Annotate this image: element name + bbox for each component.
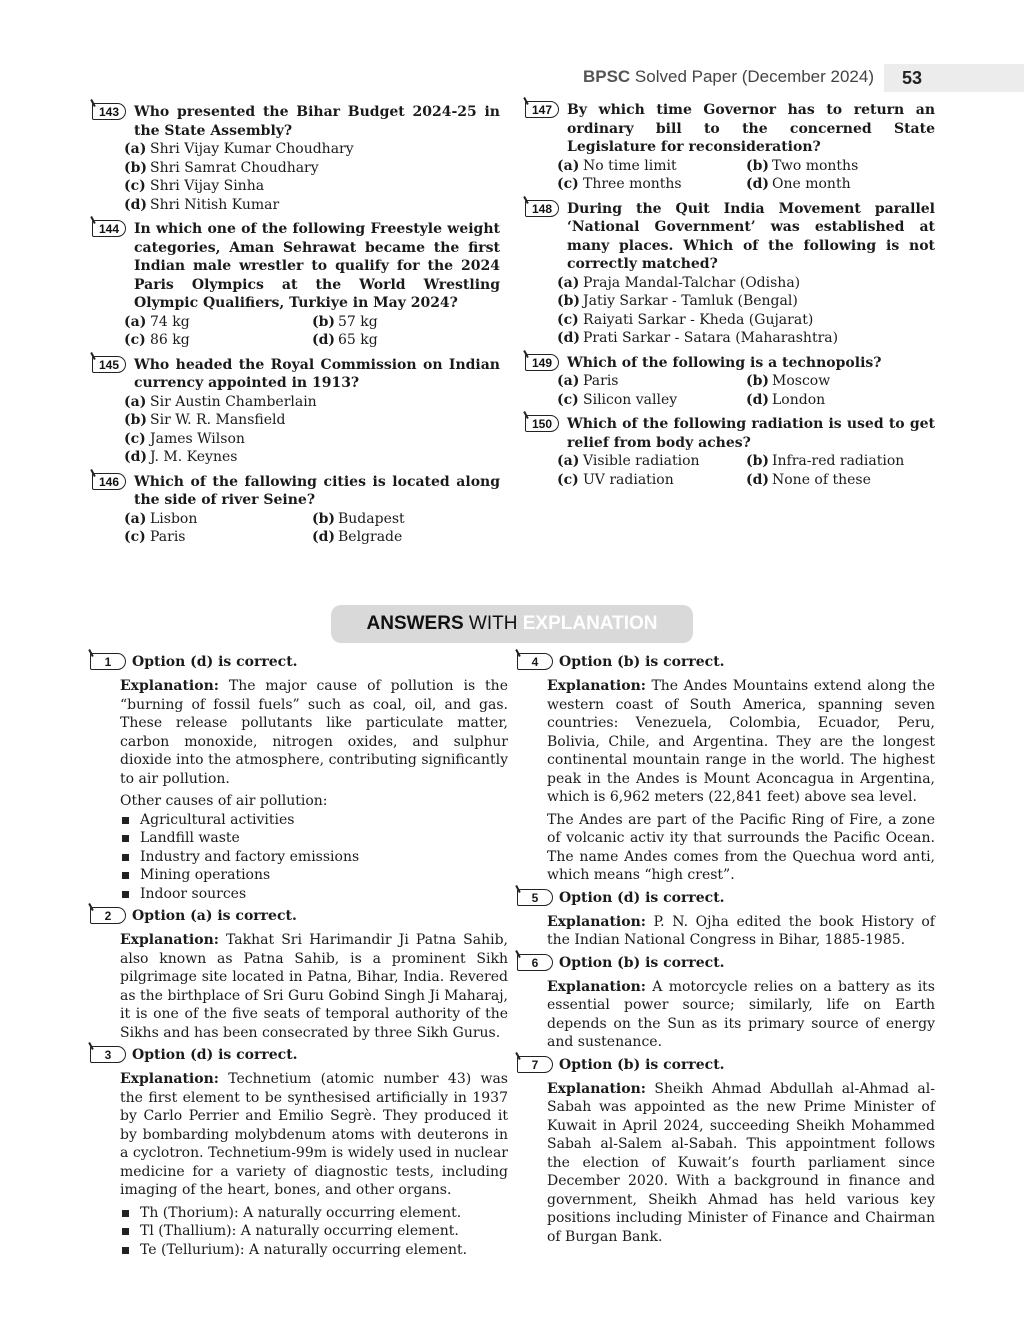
option-item: [557, 311, 935, 330]
option-text: James Wilson: [150, 430, 245, 447]
question-options: [557, 274, 935, 348]
option-item: [124, 313, 312, 332]
option-letter: (c): [124, 430, 146, 447]
option-item: [746, 452, 935, 471]
option-text: Shri Vijay Sinha: [150, 178, 265, 194]
answer-heading: Option (a) is correct.: [132, 908, 297, 924]
question-text: By which time Governor has to return an ordinary bill to the concerned State Legislature for reconsideration?: [567, 102, 935, 155]
explanation-text: The Andes are part of the Pacific Ring of Fire, a zone of volcanic activ ity that surrounds the Pacific Ocean. The name Andes comes from the Quechua word anti, which means “high crest”.: [547, 811, 935, 883]
option-text: 86 kg: [150, 332, 190, 348]
option-text: Three months: [583, 176, 682, 192]
question-options: [557, 157, 935, 194]
option-letter: (b): [746, 373, 770, 389]
explanation-text: P. N. Ojha edited the book History of the Indian National Congress in Bihar, 1885-1985.: [547, 913, 935, 948]
option-letter: (d): [124, 196, 148, 213]
bullet-item: Th (Thorium): A naturally occurring element.: [120, 1204, 508, 1223]
option-row: [557, 157, 935, 176]
question-options: [124, 313, 500, 350]
explanation-label: Explanation:: [547, 1080, 646, 1097]
answer-explanation: [517, 978, 935, 1052]
question-text: Who presented the Bihar Budget 2024-25 in the State Assembly?: [134, 104, 500, 139]
option-text: Prati Sarkar - Satara (Maharashtra): [583, 330, 839, 346]
answer-item: [90, 907, 508, 1042]
option-letter: (a): [557, 453, 580, 469]
explanation-paragraph: [547, 677, 935, 807]
option-text: Paris: [150, 529, 186, 545]
bullet-item: Agricultural activities: [120, 811, 508, 830]
option-text: Jatiy Sarkar - Tamluk (Bengal): [583, 293, 798, 309]
option-item: [124, 448, 500, 467]
option-letter: (d): [124, 449, 148, 465]
option-letter: (d): [312, 332, 336, 348]
explanation-bullets: [120, 811, 508, 904]
option-item: [312, 331, 500, 350]
option-item: [746, 471, 935, 490]
option-row: [557, 175, 935, 194]
banner-with: WITH: [463, 613, 523, 634]
option-text: Two months: [772, 157, 859, 174]
answer-heading: Option (b) is correct.: [559, 1056, 725, 1073]
option-letter: (b): [557, 293, 581, 309]
option-text: Lisbon: [150, 510, 198, 527]
explanation-paragraph: [547, 978, 935, 1052]
option-item: [557, 471, 746, 490]
option-item: [557, 372, 746, 391]
option-text: Paris: [583, 373, 619, 389]
explanation-label: Explanation:: [120, 1071, 219, 1087]
option-item: [746, 157, 935, 176]
bullet-item: Industry and factory emissions: [120, 848, 508, 867]
answer-explanation: [517, 677, 935, 885]
option-text: 65 kg: [338, 332, 378, 348]
header-title-rest: Solved Paper (December 2024): [630, 67, 874, 86]
option-letter: (c): [124, 332, 146, 348]
question-number: 145: [92, 356, 126, 373]
answer-item: [517, 954, 935, 1052]
option-letter: (a): [557, 373, 580, 389]
header-title: [583, 67, 874, 87]
option-item: [557, 292, 935, 311]
question-number: 149: [525, 354, 559, 371]
explanation-text: The major cause of pollution is the “burning of fossil fuels” such as coal, oil, and gas. These release pollutants like particulate matter, carbon monoxide, nitrogen oxides, and sulphur dioxide into the atmosphere, contributing significantly to air pollution.: [120, 678, 508, 787]
option-item: [124, 411, 500, 430]
bullet-item: Te (Tellurium): A naturally occurring element.: [120, 1241, 508, 1260]
option-item: [124, 528, 312, 547]
option-letter: (a): [124, 141, 147, 157]
question-number: 146: [92, 473, 126, 490]
question-item: [92, 220, 500, 350]
question-options: [557, 452, 935, 489]
question-item: [92, 356, 500, 467]
option-text: Raiyati Sarkar - Kheda (Gujarat): [583, 311, 814, 328]
question-item: [525, 200, 935, 348]
option-item: [124, 430, 500, 449]
option-text: Shri Nitish Kumar: [150, 196, 280, 213]
option-item: [746, 391, 935, 410]
page-header: [0, 64, 1024, 92]
answer-number: 3: [90, 1046, 126, 1063]
option-row: [557, 391, 935, 410]
bullet-item: Indoor sources: [120, 885, 508, 904]
option-text: Moscow: [772, 373, 831, 389]
option-letter: (b): [312, 313, 336, 330]
banner-explanation: EXPLANATION: [522, 613, 658, 634]
option-item: [124, 331, 312, 350]
answer-heading: Option (d) is correct.: [132, 654, 298, 670]
option-text: London: [772, 391, 826, 408]
option-letter: (d): [312, 529, 336, 545]
option-letter: (a): [557, 274, 580, 291]
question-number: 143: [92, 103, 126, 120]
option-letter: (a): [124, 510, 147, 527]
question-options: [124, 140, 500, 214]
explanation-paragraph: [120, 677, 508, 788]
banner-answers: ANSWERS: [366, 613, 464, 634]
option-letter: (c): [557, 471, 579, 488]
explanation-label: Explanation:: [547, 978, 646, 995]
option-letter: (c): [557, 311, 579, 328]
explanation-text: Technetium (atomic number 43) was the first element to be synthesised artificially in 1937 by Carlo Perrier and Emilio Segrè. They produced it by bombarding molybdenum atoms with deuterons in a cyclotron. Technetium-99m is widely used in nuclear medicine for a variety of diagnostic tests, including imaging of the heart, bones, and other organs.: [120, 1071, 508, 1198]
explanation-label: Explanation:: [547, 913, 646, 930]
option-letter: (b): [124, 159, 148, 176]
page-number: 53: [884, 64, 1024, 92]
question-number: 147: [525, 101, 559, 118]
option-letter: (c): [557, 176, 579, 192]
option-item: [312, 313, 500, 332]
question-item: [525, 101, 935, 194]
question-options: [124, 393, 500, 467]
explanation-label: Explanation:: [547, 678, 646, 694]
answer-heading: Option (d) is correct.: [559, 889, 725, 906]
question-number: 144: [92, 220, 126, 237]
question-item: [92, 473, 500, 547]
option-item: [124, 159, 500, 178]
answer-number: 2: [90, 907, 126, 924]
explanation-paragraph: [120, 931, 508, 1042]
answer-heading: Option (b) is correct.: [559, 954, 725, 971]
answer-explanation: [90, 677, 508, 903]
answer-number: 6: [517, 954, 553, 971]
option-text: None of these: [772, 471, 871, 488]
answer-item: [90, 1046, 508, 1259]
question-number: 148: [525, 200, 559, 217]
explanation-extra: Other causes of air pollution:: [120, 793, 328, 809]
option-item: [124, 140, 500, 159]
option-text: Praja Mandal-Talchar (Odisha): [583, 274, 801, 291]
option-item: [557, 391, 746, 410]
answer-explanation: [90, 1070, 508, 1259]
option-text: J. M. Keynes: [150, 449, 238, 465]
option-text: Visible radiation: [583, 453, 700, 469]
option-row: [557, 452, 935, 471]
bullet-item: Mining operations: [120, 866, 508, 885]
question-text: During the Quit India Movement parallel ‘National Government’ was established at many places. Which of the following is not correctly matched?: [567, 200, 935, 272]
answer-heading: Option (d) is correct.: [132, 1047, 298, 1063]
question-options: [124, 510, 500, 547]
answer-item: [517, 1056, 935, 1247]
explanation-bullets: [120, 1204, 508, 1260]
answer-number: 1: [90, 653, 126, 670]
option-text: Sir W. R. Mansfield: [150, 412, 286, 428]
question-text: Who headed the Royal Commission on Indian currency appointed in 1913?: [134, 356, 500, 391]
answers-left-column: [90, 653, 508, 1263]
questions-right-column: [525, 101, 935, 495]
explanation-text: The Andes Mountains extend along the western coast of South America, spanning seven countries: Venezuela, Colombia, Ecuador, Peru, Bolivia, Chile, and Argentina. They are the longest continental mountain range in the world. The highest peak in the Andes is Mount Aconcagua in Argentina, which is 6,962 meters (22,841 feet) above sea level.: [547, 678, 935, 805]
explanation-text: Sheikh Ahmad Abdullah al-Ahmad al-Sabah was appointed as the new Prime Minister of Kuwait in April 2024, succeeding Sheikh Mohammed Sabah al-Salem al-Sabah. This appointment follows the election of Kuwait’s fourth parliament since December 2020. With a background in finance and government, Sheikh Ahmad has held various key positions including Minister of Finance and Chairman of Burgan Bank.: [547, 1080, 935, 1245]
option-letter: (b): [746, 157, 770, 174]
option-item: [746, 372, 935, 391]
answers-right-column: [517, 653, 935, 1250]
question-text: Which of the fallowing cities is located along the side of river Seine?: [134, 473, 500, 508]
option-row: [124, 510, 500, 529]
explanation-label: Explanation:: [120, 932, 219, 948]
explanation-label: Explanation:: [120, 678, 219, 694]
answer-number: 5: [517, 889, 553, 906]
question-text: In which one of the following Freestyle weight categories, Aman Sehrawat became the first Indian male wrestler to qualify for the 2024 Paris Olympics at the World Wrestling Olympic Qualifiers, Turkiye in May 2024?: [134, 221, 500, 311]
question-options: [557, 372, 935, 409]
option-letter: (c): [124, 529, 146, 545]
option-text: Infra-red radiation: [772, 453, 905, 469]
option-row: [557, 471, 935, 490]
questions-left-column: [92, 103, 500, 553]
answer-heading: Option (b) is correct.: [559, 654, 725, 670]
option-letter: (d): [746, 471, 770, 488]
option-text: 57 kg: [338, 313, 378, 330]
option-text: No time limit: [583, 157, 677, 174]
answer-number: 7: [517, 1056, 553, 1073]
option-row: [124, 528, 500, 547]
option-text: Belgrade: [338, 529, 403, 545]
explanation-paragraph: [547, 1080, 935, 1247]
option-item: [557, 157, 746, 176]
option-item: [557, 452, 746, 471]
option-letter: (d): [746, 176, 770, 192]
option-item: [124, 177, 500, 196]
option-item: [557, 329, 935, 348]
option-letter: (c): [124, 178, 146, 194]
option-item: [312, 528, 500, 547]
option-letter: (b): [746, 453, 770, 469]
option-letter: (d): [746, 391, 770, 408]
option-item: [557, 274, 935, 293]
answer-explanation: [517, 1080, 935, 1247]
option-letter: (d): [557, 330, 581, 346]
answer-explanation: [90, 931, 508, 1042]
explanation-paragraph: [547, 913, 935, 950]
answer-item: [90, 653, 508, 903]
question-item: [525, 354, 935, 410]
option-letter: (a): [557, 157, 580, 174]
explanation-paragraph: [120, 1070, 508, 1200]
question-number: 150: [525, 415, 559, 432]
header-title-bold: BPSC: [582, 67, 631, 86]
explanation-paragraph: [547, 811, 935, 885]
option-item: [124, 196, 500, 215]
option-letter: (c): [557, 391, 579, 408]
explanation-text: A motorcycle relies on a battery as its essential power source; similarly, life on Earth depends on the Sun as its primary source of energy and sustenance.: [547, 978, 935, 1050]
option-text: Shri Samrat Choudhary: [150, 159, 319, 176]
option-row: [124, 331, 500, 350]
option-text: One month: [772, 176, 851, 192]
answer-item: [517, 653, 935, 885]
question-item: [92, 103, 500, 214]
question-text: Which of the following radiation is used to get relief from body aches?: [567, 416, 935, 451]
explanation-text: Takhat Sri Harimandir Ji Patna Sahib, also known as Patna Sahib, is a prominent Sikh pilgrimage site located in Patna, Bihar, India. Revered as the birthplace of Sri Guru Gobind Singh Ji Maharaj, it is one of the five seats of temporal authority of the Sikhs and has been consecrated by three Sikh Gurus.: [120, 932, 508, 1041]
option-item: [557, 175, 746, 194]
answer-explanation: [517, 913, 935, 950]
option-text: UV radiation: [583, 471, 674, 488]
option-letter: (a): [124, 313, 147, 330]
bullet-item: Landfill waste: [120, 829, 508, 848]
option-text: Shri Vijay Kumar Choudhary: [150, 141, 354, 157]
question-item: [525, 415, 935, 489]
option-item: [312, 510, 500, 529]
option-letter: (a): [124, 393, 147, 410]
question-text: Which of the following is a technopolis?: [567, 354, 882, 371]
answer-number: 4: [517, 653, 553, 670]
option-item: [746, 175, 935, 194]
option-text: Budapest: [338, 510, 405, 527]
option-letter: (b): [124, 412, 148, 428]
option-item: [124, 510, 312, 529]
answer-item: [517, 889, 935, 950]
option-text: Silicon valley: [583, 391, 678, 408]
option-row: [557, 372, 935, 391]
option-text: Sir Austin Chamberlain: [150, 393, 317, 410]
answers-banner: [331, 605, 693, 643]
option-item: [124, 393, 500, 412]
option-row: [124, 313, 500, 332]
option-letter: (b): [312, 510, 336, 527]
bullet-item: Tl (Thallium): A naturally occurring element.: [120, 1222, 508, 1241]
option-text: 74 kg: [150, 313, 190, 330]
